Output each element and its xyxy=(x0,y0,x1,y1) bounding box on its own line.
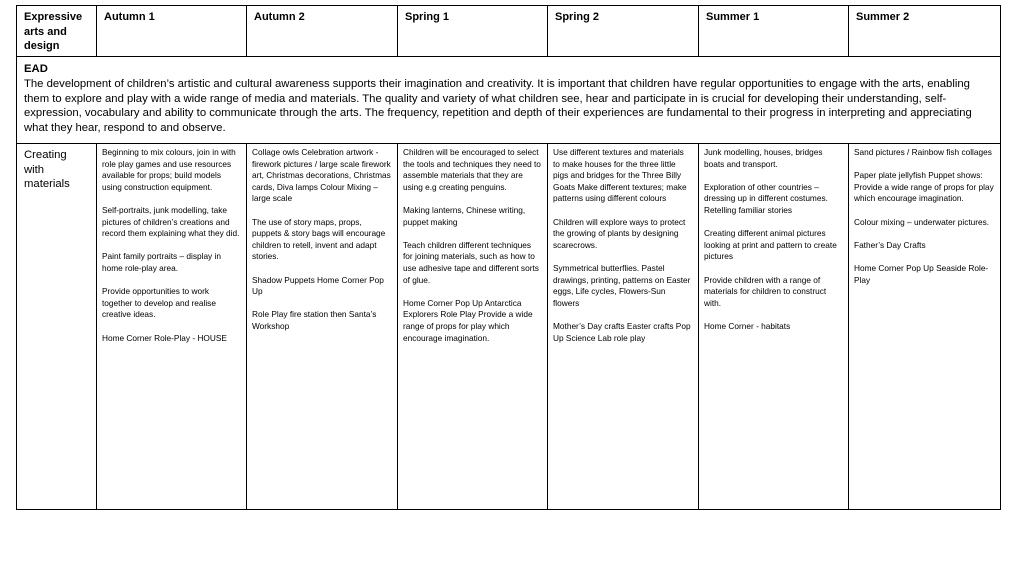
cell-summer-2 xyxy=(849,144,1001,510)
cell-paragraph: Home Corner Pop Up Seaside Role-Play xyxy=(854,262,989,285)
cell-paragraph: Making lanterns, Chinese writing, puppet making xyxy=(403,204,526,227)
header-row xyxy=(17,6,1001,57)
cell-paragraph: Beginning to mix colours, join in with role play games and use resources available for props; build models using construction equipment. xyxy=(102,147,236,192)
header-subject: Expressive arts and design xyxy=(17,6,97,57)
cell-autumn-2 xyxy=(247,144,398,510)
cell-spring-1 xyxy=(398,144,548,510)
cell-paragraph: Creating different animal pictures looking at print and pattern to create pictures xyxy=(704,228,837,262)
header-spring-2: Spring 2 xyxy=(548,6,699,57)
cell-paragraph: Symmetrical butterflies. Pastel drawings, printing, patterns on Easter eggs, Life cycles, Flowers-Sun flowers xyxy=(553,262,691,308)
cell-paragraph: Junk modelling, houses, bridges boats and transport. xyxy=(704,147,823,169)
cell-paragraph: Children will explore ways to protect the growing of plants by designing scarecrows. xyxy=(553,216,686,250)
cell-summer-1 xyxy=(699,144,849,510)
cell-paragraph: Provide opportunities to work together to develop and realise creative ideas. xyxy=(102,286,216,320)
cell-paragraph: Children will be encouraged to select the tools and techniques they need to assemble materials that they are using e.g creating penguins. xyxy=(403,147,541,192)
creating-with-materials-row xyxy=(17,144,1001,510)
cell-paragraph: Collage owls Celebration artwork - firework pictures / large scale firework art, Christmas decorations, Christmas cards, Diva lamps Colour Mixing – large scale xyxy=(252,147,391,204)
cell-paragraph: Home Corner Pop Up Antarctica Explorers Role Play Provide a wide range of props for play which encourage imagination. xyxy=(403,297,533,343)
cell-paragraph: Use different textures and materials to make houses for the three little pigs and bridges for the Three Billy Goats Make different textures; make patterns using different colours xyxy=(553,147,687,204)
cell-paragraph: Exploration of other countries – dressing up in different costumes. Retelling familiar stories xyxy=(704,181,828,215)
cell-paragraph: Self-portraits, junk modelling, take pictures of children’s creations and record them explaining what they did. xyxy=(102,204,240,239)
cell-paragraph: Colour mixing – underwater pictures. xyxy=(854,216,990,227)
cell-paragraph: Paper plate jellyfish Puppet shows: Provide a wide range of props for play which encourage imagination. xyxy=(854,170,994,204)
ead-row xyxy=(17,57,1001,144)
cell-paragraph: Paint family portraits – display in home role-play area. xyxy=(102,251,221,273)
cell-spring-2 xyxy=(548,144,699,510)
ead-title: EAD xyxy=(24,63,48,75)
ead-text: The development of children’s artistic and cultural awareness supports their imagination and creativity. It is important that children have regular opportunities to engage with the arts, enabling them to explore and play with a wide range of media and materials. The quality and variety of what children see, hear and participate in is crucial for developing their understanding, self-expression, vocabulary and ability to communicate through the arts. The frequency, repetition and depth of their experiences are fundamental to their progress in interpreting and appreciating what they hear, respond to and observe. xyxy=(24,77,972,135)
header-summer-1: Summer 1 xyxy=(699,6,849,57)
cell-paragraph: Teach children different techniques for joining materials, such as how to use adhesive tape and different sorts of glue. xyxy=(403,239,539,285)
cell-paragraph: Home Corner Role-Play - HOUSE xyxy=(102,332,227,343)
header-summer-2: Summer 2 xyxy=(849,6,1001,57)
curriculum-table xyxy=(16,5,1001,510)
cell-paragraph: Mother’s Day crafts Easter crafts Pop Up Science Lab role play xyxy=(553,320,691,343)
cell-paragraph: Father’s Day Crafts xyxy=(854,239,926,250)
cell-paragraph: The use of story maps, props, puppets & story bags will encourage children to retell, invent and adapt stories. xyxy=(252,216,386,262)
header-spring-1: Spring 1 xyxy=(398,6,548,57)
ead-description-cell xyxy=(17,57,1001,144)
cell-paragraph: Role Play fire station then Santa’s Workshop xyxy=(252,309,377,331)
cell-autumn-1 xyxy=(97,144,247,510)
cell-paragraph: Home Corner - habitats xyxy=(704,320,791,331)
cell-paragraph: Shadow Puppets Home Corner Pop Up xyxy=(252,274,384,297)
cell-paragraph: Sand pictures / Rainbow fish collages xyxy=(854,147,992,157)
header-autumn-1: Autumn 1 xyxy=(97,6,247,57)
cell-paragraph: Provide children with a range of materials for children to construct with. xyxy=(704,274,827,308)
row-label: Creating with materials xyxy=(17,144,97,510)
header-autumn-2: Autumn 2 xyxy=(247,6,398,57)
